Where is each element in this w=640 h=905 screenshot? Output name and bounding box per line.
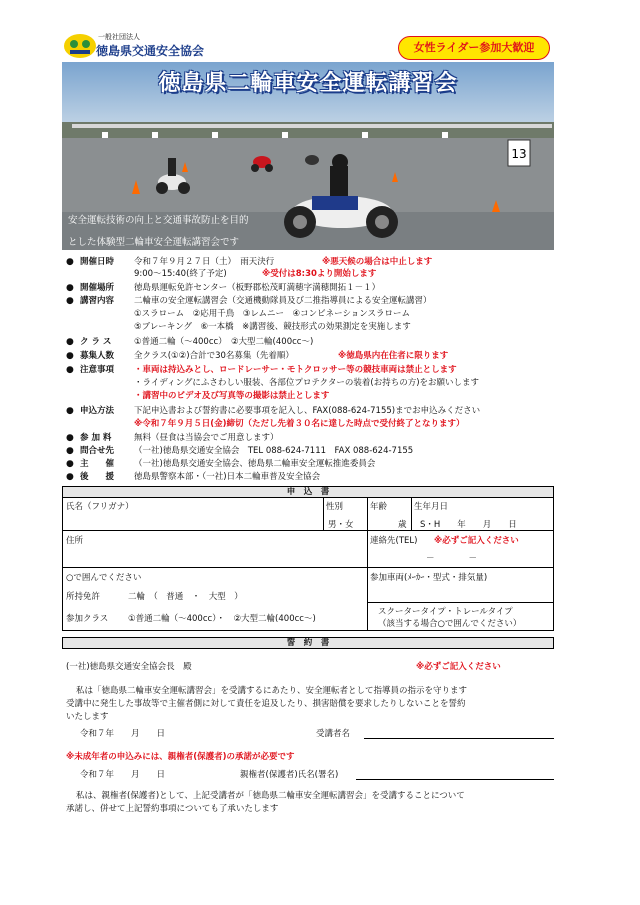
content-line-3: ⑤ブレーキング ⑥一本橋 ※講習後、競技形式の効果測定を実施します bbox=[134, 322, 411, 332]
birth-label: 生年月日 bbox=[414, 502, 449, 512]
caption-line-2: とした体験型二輪車安全運転講習会です bbox=[68, 237, 240, 248]
content-line-2: ①スラローム ②応用千鳥 ③レムニー ④コンビネーションスラローム bbox=[134, 309, 411, 319]
time-value: 9:00～15:40(終了予定) bbox=[134, 269, 227, 279]
caption-line-1: 安全運転技術の向上と交通事故防止を目的 bbox=[68, 215, 249, 226]
apply-line-1: 下記申込書および誓約書に必要事項を記入し、FAX(088-624-7155)までお申込みください bbox=[134, 406, 481, 416]
org-type: 一般社団法人 bbox=[98, 33, 140, 41]
host-label: 主 催 bbox=[80, 459, 115, 469]
bullet-icon: ● bbox=[66, 459, 74, 469]
minor-note: ※未成年者の申込みには、親権者(保護者)の承諾が必要です bbox=[66, 752, 295, 762]
event-title: 徳島県二輪車安全運転講習会 bbox=[158, 71, 458, 96]
form-head: 申 込 書 bbox=[62, 486, 554, 498]
scooter-label: スクータータイプ・トレールタイプ bbox=[378, 607, 513, 617]
host-value: （一社)徳島県交通安全協会、徳島県二輪車安全運転推進委員会 bbox=[134, 459, 376, 469]
class-label: ク ラ ス bbox=[80, 337, 112, 347]
caution-1: ・車両は持込みとし、ロードレーサー・モトクロッサー等の競技車両は禁止とします bbox=[134, 365, 457, 375]
pledge-text-1: 私は「徳島県二輪車安全運転講習会」を受講するにあたり、安全運転者として指導員の指示を守ります bbox=[76, 686, 468, 696]
contact-label: 問合せ先 bbox=[80, 446, 115, 456]
women-welcome-badge: 女性ライダー参加大歓迎 bbox=[398, 36, 550, 60]
place-label: 開催場所 bbox=[80, 283, 115, 293]
guardian-label: 親権者(保護者)氏名(署名) bbox=[240, 770, 339, 780]
org-name: 徳島県交通安全協会 bbox=[96, 44, 205, 58]
count-note: ※徳島県内在住者に限ります bbox=[338, 351, 449, 361]
class-value: ①普通二輪（～400cc）・ ②大型二輪(400cc～) bbox=[128, 614, 316, 624]
caution-3: ・講習中のビデオ及び写真等の撮影は禁止とします bbox=[134, 391, 330, 401]
pledge-required: ※必ずご記入ください bbox=[416, 662, 501, 672]
apply-line-2: ※令和７年９月５日(金)締切（ただし先着３０名に達した時点で受付終了となります） bbox=[134, 419, 465, 429]
birth-value: S・H 年 月 日 bbox=[420, 520, 517, 530]
pledge-text-3: いたします bbox=[66, 712, 109, 722]
sex-value: 男・女 bbox=[328, 520, 354, 530]
support-value: 徳島県警察本部・（一社)日本二輪車普及安全協会 bbox=[134, 472, 321, 482]
contact-value: （一社)徳島県交通安全協会 TEL 088-624-7111 FAX 088-624-7155 bbox=[134, 446, 414, 456]
count-label: 募集人数 bbox=[80, 351, 115, 361]
fee-label: 参 加 料 bbox=[80, 433, 112, 443]
pledge-to: (一社)徳島県交通安全協会長 殿 bbox=[66, 662, 192, 672]
date-label: 開催日時 bbox=[80, 257, 115, 267]
fee-value: 無料（昼食は当協会でご用意します） bbox=[134, 433, 279, 443]
support-label: 後 援 bbox=[80, 472, 115, 482]
place-value: 徳島県運転免許センター（板野郡松茂町満穂字満穂開拓１－１） bbox=[134, 283, 381, 293]
age-label: 年齢 bbox=[370, 502, 388, 512]
tel-label: 連絡先(TEL) bbox=[370, 536, 418, 546]
guardian-line[interactable] bbox=[356, 779, 554, 780]
count-value: 全クラス(①②)合計で30名募集（先着順） bbox=[134, 351, 294, 361]
name-label: 氏名（フリガナ） bbox=[66, 502, 134, 512]
date-note: ※悪天候の場合は中止します bbox=[322, 257, 433, 267]
license-value: 二輪 （ 普通 ・ 大型 ） bbox=[128, 592, 243, 602]
class-label: 参加クラス bbox=[66, 614, 109, 624]
bullet-icon: ● bbox=[66, 365, 74, 375]
consent-line-1: 私は、親権者(保護者)として、上記受講者が「徳島県二輪車安全運転講習会」を受講することについて bbox=[76, 791, 465, 801]
vehicle-label: 参加車両(ﾒｰｶｰ・型式・排気量) bbox=[370, 573, 488, 583]
bullet-icon: ● bbox=[66, 351, 74, 361]
content-label: 講習内容 bbox=[80, 296, 115, 306]
pledge-date-1: 令和７年 月 日 bbox=[80, 729, 166, 739]
bullet-icon: ● bbox=[66, 433, 74, 443]
apply-label: 申込方法 bbox=[80, 406, 115, 416]
bullet-icon: ● bbox=[66, 296, 74, 306]
time-note: ※受付は8:30より開始します bbox=[262, 269, 377, 279]
address-cell[interactable] bbox=[62, 530, 368, 568]
pledge-head: 誓 約 書 bbox=[62, 637, 554, 649]
signer-label: 受講者名 bbox=[316, 729, 351, 739]
consent-line-2: 承諾し、併せて上記誓約事項についても了承いたします bbox=[66, 804, 279, 814]
sex-label: 性別 bbox=[326, 502, 344, 512]
bullet-icon: ● bbox=[66, 472, 74, 482]
pledge-text-2: 受講中に発生した事故等で主催者側に対して責任を追及したり、損害賠償を要求したりしないことを誓約 bbox=[66, 699, 466, 709]
signer-line[interactable] bbox=[364, 738, 554, 739]
caution-2: ・ライディングにふさわしい服装、各部位プロテクターの装着(お持ちの方)をお願いします bbox=[134, 378, 480, 388]
age-unit: 歳 bbox=[398, 520, 407, 530]
license-label: 所持免許 bbox=[66, 592, 101, 602]
bullet-icon: ● bbox=[66, 446, 74, 456]
bullet-icon: ● bbox=[66, 283, 74, 293]
caution-label: 注意事項 bbox=[80, 365, 115, 375]
cone-number: 13 bbox=[511, 147, 527, 161]
content-line-1: 二輪車の安全運転講習会（交通機動隊員及び二推指導員による安全運転講習） bbox=[134, 296, 432, 306]
tel-note: ※必ずご記入ください bbox=[434, 536, 519, 546]
circle-instruction: ○で囲んでください bbox=[66, 573, 142, 583]
pledge-date-2: 令和７年 月 日 bbox=[80, 770, 166, 780]
class-value: ①普通二輪（～400cc） ②大型二輪(400cc～) bbox=[134, 337, 314, 347]
date-value: 令和７年９月２７日（土） 雨天決行 bbox=[134, 257, 275, 267]
bullet-icon: ● bbox=[66, 337, 74, 347]
tel-dash: － － bbox=[426, 554, 478, 564]
scooter-note: （該当する場合○で囲んでください） bbox=[378, 619, 522, 629]
pledge-divider bbox=[62, 648, 554, 649]
bullet-icon: ● bbox=[66, 406, 74, 416]
address-label: 住所 bbox=[66, 536, 84, 546]
bullet-icon: ● bbox=[66, 257, 74, 267]
